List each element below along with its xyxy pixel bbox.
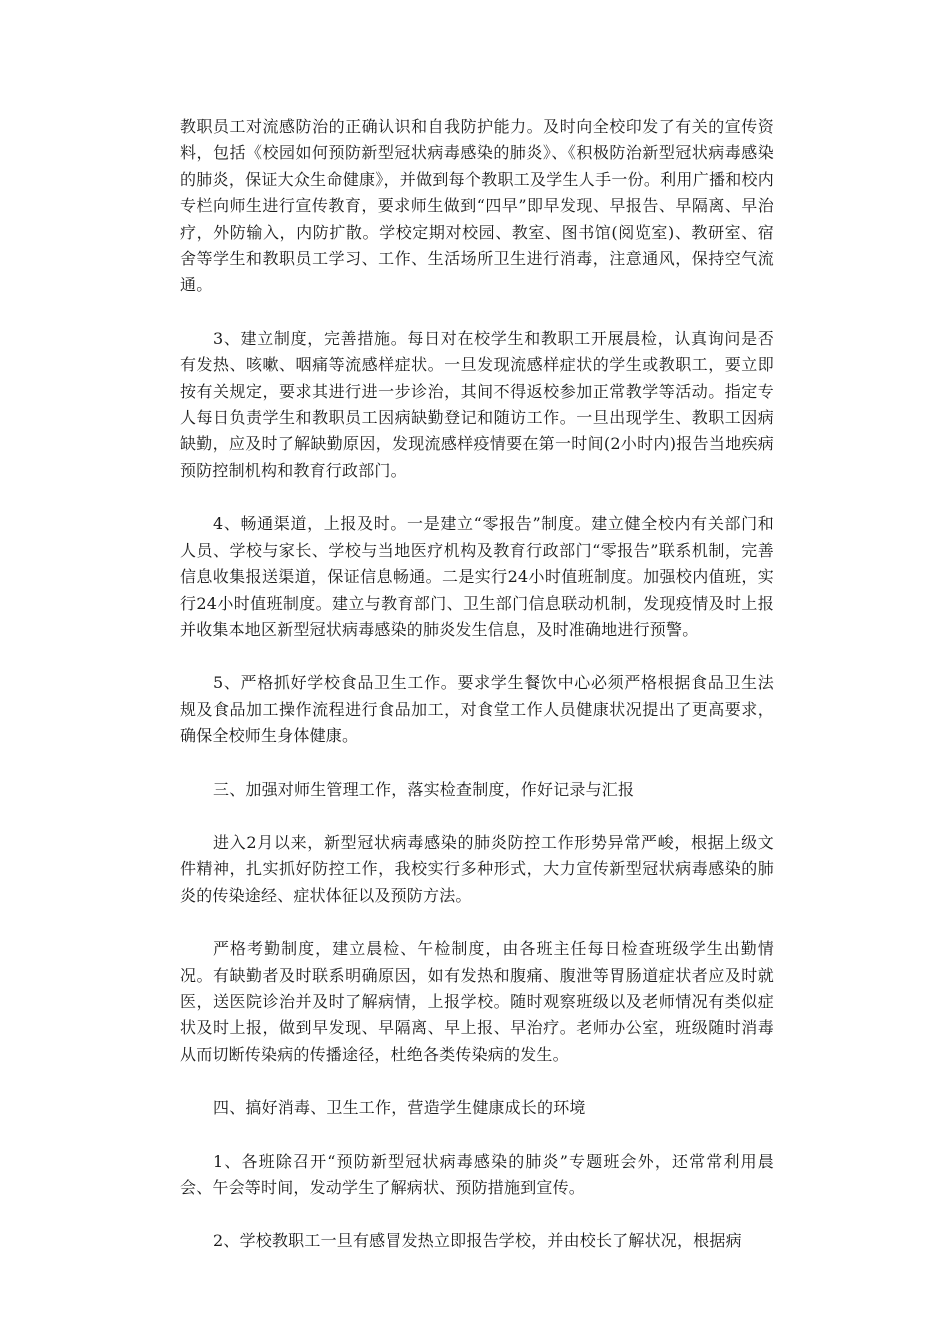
- paragraph-gap: [180, 1068, 774, 1095]
- paragraph-gap: [180, 750, 774, 777]
- section-heading-4: 四、搞好消毒、卫生工作，营造学生健康成长的环境: [213, 1098, 586, 1118]
- paragraph-item-4: 4、畅通渠道，上报及时。一是建立“零报告”制度。建立健全校内有关部门和人员、学校与家长、学校与当地医疗机构及教育行政部门“零报告”联系机制，完善信息收集报送渠道，保证信息畅通。二是实行24小时值班制度。加强校内值班，实行24小时值班制度。建立与教育部门、卫生部门信息联动机制，发现疫情及时上报并收集本地区新型冠状病毒感染的肺炎发生信息，及时准确地进行预警。: [180, 514, 774, 639]
- paragraph-gap: [180, 909, 774, 936]
- paragraph-awareness-continued: 教职员工对流感防治的正确认识和自我防护能力。及时向全校印发了有关的宣传资料，包括《校园如何预防新型冠状病毒感染的肺炎》、《积极防治新型冠状病毒感染的肺炎，保证大众生命健康》，并做到每个教职工及学生人手一份。利用广播和校内专栏向师生进行宣传教育，要求师生做到“四早”即早发现、早报告、早隔离、早治疗，外防输入，内防扩散。学校定期对校园、教室、图书馆(阅览室)、教研室、宿舍等学生和教职员工学习、工作、生活场所卫生进行消毒，注意通风，保持空气流通。: [180, 117, 774, 295]
- paragraph-sub-1: 1、各班除召开“预防新型冠状病毒感染的肺炎”专题班会外，还常常利用晨会、午会等时间，发动学生了解病状、预防措施到宣传。: [180, 1151, 774, 1197]
- paragraph-gap: [180, 803, 774, 830]
- paragraph-gap: [180, 643, 774, 670]
- paragraph-item-3: 3、建立制度，完善措施。每日对在校学生和教职工开展晨检，认真询问是否有发热、咳嗽、咽痛等流感样症状。一旦发现流感样症状的学生或教职工，要立即按有关规定，要求其进行进一步诊治，其间不得返校参加正常教学等活动。指定专人每日负责学生和教职员工因病缺勤登记和随访工作。一旦出现学生、教职工因病缺勤，应及时了解缺勤原因，发现流感样疫情要在第一时间(2小时内)报告当地疾病预防控制机构和教育行政部门。: [180, 328, 774, 480]
- paragraph-february: 进入2月以来，新型冠状病毒感染的肺炎防控工作形势异常严峻，根据上级文件精神，扎实抓好防控工作，我校实行多种形式，大力宣传新型冠状病毒感染的肺炎的传染途经、症状体征以及预防方法。: [180, 832, 774, 905]
- paragraph-attendance: 严格考勤制度，建立晨检、午检制度，由各班主任每日检查班级学生出勤情况。有缺勤者及时联系明确原因，如有发热和腹痛、腹泄等胃肠道症状者应及时就医，送医院诊治并及时了解病情，上报学校。随时观察班级以及老师情况有类似症状及时上报，做到早发现、早隔离、早上报、早治疗。老师办公室，班级随时消毒从而切断传染病的传播途径，杜绝各类传染病的发生。: [180, 939, 774, 1064]
- paragraph-sub-2: 2、学校教职工一旦有感冒发热立即报告学校，并由校长了解状况，根据病: [213, 1231, 742, 1251]
- paragraph-gap: [180, 1122, 774, 1149]
- section-heading-3: 三、加强对师生管理工作，落实检查制度，作好记录与汇报: [213, 779, 635, 799]
- paragraph-gap: [180, 484, 774, 511]
- document-page: [180, 114, 774, 1255]
- paragraph-item-5: 5、严格抓好学校食品卫生工作。要求学生餐饮中心必须严格根据食品卫生法规及食品加工操作流程进行食品加工，对食堂工作人员健康状况提出了更高要求，确保全校师生身体健康。: [180, 673, 774, 746]
- paragraph-gap: [180, 299, 774, 326]
- paragraph-gap: [180, 1201, 774, 1228]
